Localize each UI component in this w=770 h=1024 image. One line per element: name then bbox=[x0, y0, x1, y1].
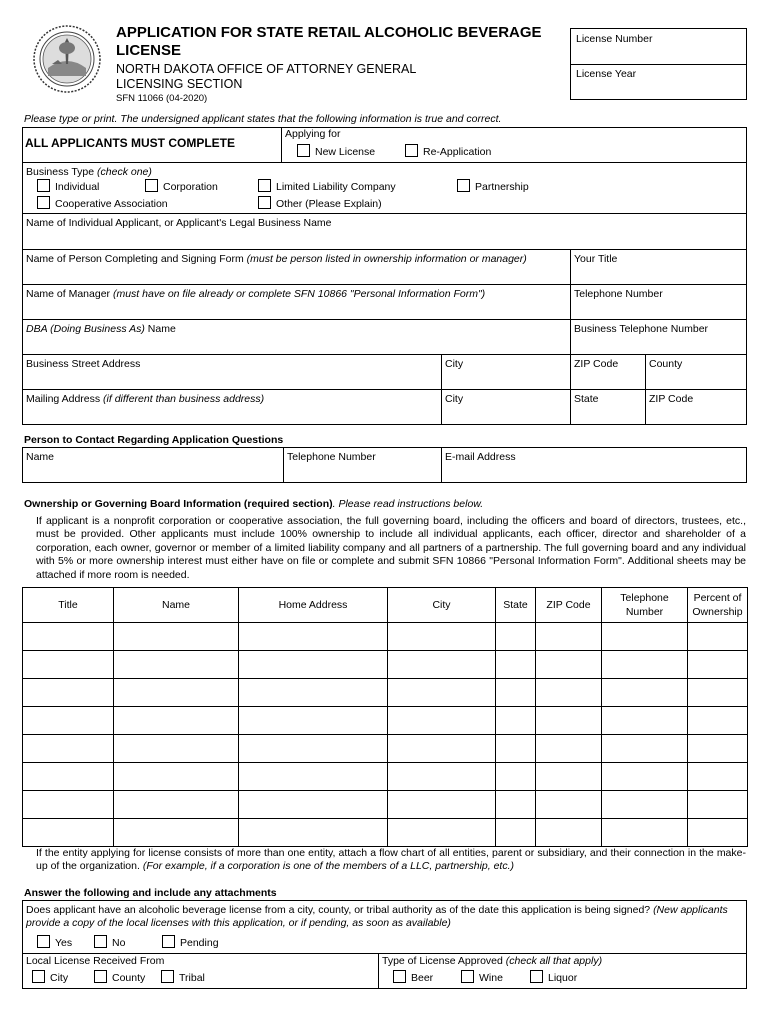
table-row bbox=[23, 679, 748, 707]
license-number-label: License Number bbox=[576, 33, 653, 45]
ownership-input-cell[interactable] bbox=[536, 763, 602, 791]
all-applicants-heading: ALL APPLICANTS MUST COMPLETE bbox=[25, 136, 235, 150]
field-label: Mailing Address bbox=[26, 393, 101, 405]
corporation-checkbox[interactable] bbox=[145, 179, 218, 193]
ownership-input-cell[interactable] bbox=[23, 791, 114, 819]
partnership-checkbox[interactable] bbox=[457, 179, 529, 193]
checkbox-square-icon bbox=[37, 935, 50, 948]
checkbox-label: Corporation bbox=[163, 181, 218, 193]
ownership-input-cell[interactable] bbox=[23, 623, 114, 651]
mailing-state-field[interactable] bbox=[570, 389, 646, 425]
ownership-input-cell[interactable] bbox=[388, 623, 496, 651]
contact-heading: Person to Contact Regarding Application Questions bbox=[24, 434, 284, 446]
license-year-field[interactable] bbox=[571, 65, 746, 99]
ownership-input-cell[interactable] bbox=[23, 819, 114, 847]
attachments-heading: Answer the following and include any attachments bbox=[24, 887, 277, 899]
ownership-heading: Ownership or Governing Board Information (required section) bbox=[24, 498, 333, 510]
checkbox-label: Limited Liability Company bbox=[276, 181, 396, 193]
ownership-input-cell[interactable] bbox=[688, 819, 748, 847]
ownership-input-cell[interactable] bbox=[496, 819, 536, 847]
col-name: Name bbox=[114, 588, 239, 623]
field-label: Telephone Number bbox=[287, 451, 376, 463]
ownership-input-cell[interactable] bbox=[239, 707, 388, 735]
ownership-input-cell[interactable] bbox=[23, 763, 114, 791]
table-row bbox=[23, 763, 748, 791]
ownership-input-cell[interactable] bbox=[496, 623, 536, 651]
llc-checkbox[interactable] bbox=[258, 179, 396, 193]
other-checkbox[interactable] bbox=[258, 196, 382, 210]
ownership-input-cell[interactable] bbox=[602, 819, 688, 847]
checkbox-label: Other (Please Explain) bbox=[276, 198, 382, 210]
ownership-input-cell[interactable] bbox=[114, 623, 239, 651]
checkbox-square-icon bbox=[94, 970, 107, 983]
field-hint: (if different than business address) bbox=[103, 393, 265, 405]
applying-for-label: Applying for bbox=[285, 128, 341, 140]
field-label: City bbox=[445, 393, 464, 405]
checkbox-label: Pending bbox=[180, 937, 219, 949]
ownership-input-cell[interactable] bbox=[388, 735, 496, 763]
ownership-input-cell[interactable] bbox=[114, 679, 239, 707]
business-type-label: Business Type bbox=[26, 166, 95, 178]
liquor-checkbox[interactable] bbox=[530, 970, 577, 984]
table-row bbox=[23, 819, 748, 847]
business-type-hint: (check one) bbox=[97, 166, 152, 178]
field-label: Telephone Number bbox=[574, 288, 663, 300]
form-title: APPLICATION FOR STATE RETAIL ALCOHOLIC BEVERAGE LICENSE bbox=[116, 24, 542, 59]
field-label: Type of License Approved bbox=[382, 955, 503, 967]
ownership-input-cell[interactable] bbox=[536, 791, 602, 819]
field-label: Name bbox=[26, 451, 55, 463]
checkbox-square-icon bbox=[37, 196, 50, 209]
ownership-input-cell[interactable] bbox=[496, 763, 536, 791]
checkbox-square-icon bbox=[405, 144, 418, 157]
ownership-input-cell[interactable] bbox=[536, 623, 602, 651]
col-home-address: Home Address bbox=[239, 588, 388, 623]
all-applicants-heading-cell bbox=[22, 127, 282, 163]
ownership-input-cell[interactable] bbox=[114, 651, 239, 679]
wine-checkbox[interactable] bbox=[461, 970, 503, 984]
tribal-checkbox[interactable] bbox=[161, 970, 205, 984]
question-text: Does applicant have an alcoholic beverage license from a city, county, or tribal authority as of the date this application is being signed? bbox=[26, 904, 651, 916]
ownership-input-cell[interactable] bbox=[388, 819, 496, 847]
ownership-input-cell[interactable] bbox=[602, 651, 688, 679]
ownership-heading-note: . Please read instructions below. bbox=[332, 498, 484, 510]
col-telephone-number: Telephone Number bbox=[602, 588, 688, 623]
checkbox-label: Liquor bbox=[548, 972, 578, 984]
checkbox-square-icon bbox=[393, 970, 406, 983]
checkbox-square-icon bbox=[37, 179, 50, 192]
ownership-input-cell[interactable] bbox=[688, 623, 748, 651]
ownership-input-cell[interactable] bbox=[114, 763, 239, 791]
checkbox-label: City bbox=[50, 972, 69, 984]
ownership-input-cell[interactable] bbox=[114, 735, 239, 763]
checkbox-label: Cooperative Association bbox=[55, 198, 168, 210]
ownership-input-cell[interactable] bbox=[688, 791, 748, 819]
business-telephone-field[interactable] bbox=[570, 319, 747, 355]
ownership-input-cell[interactable] bbox=[239, 791, 388, 819]
license-number-field[interactable] bbox=[571, 29, 746, 65]
field-label: ZIP Code bbox=[649, 393, 694, 405]
ownership-input-cell[interactable] bbox=[114, 819, 239, 847]
field-hint: DBA (Doing Business As) bbox=[26, 323, 145, 335]
checkbox-label: Beer bbox=[411, 972, 434, 984]
table-row bbox=[23, 735, 748, 763]
contact-name-field[interactable] bbox=[22, 447, 284, 483]
ownership-input-cell[interactable] bbox=[388, 651, 496, 679]
county-checkbox[interactable] bbox=[94, 970, 145, 984]
field-hint: (check all that apply) bbox=[505, 955, 603, 967]
ownership-input-cell[interactable] bbox=[239, 819, 388, 847]
checkbox-label: County bbox=[112, 972, 146, 984]
instructions-text: Please type or print. The undersigned applicant states that the following information is true and correct. bbox=[24, 113, 502, 125]
ownership-input-cell[interactable] bbox=[536, 651, 602, 679]
contact-email-field[interactable] bbox=[441, 447, 747, 483]
flow-note bbox=[36, 847, 746, 874]
ownership-input-cell[interactable] bbox=[239, 651, 388, 679]
checkbox-square-icon bbox=[162, 935, 175, 948]
ownership-input-cell[interactable] bbox=[23, 707, 114, 735]
col-state: State bbox=[496, 588, 536, 623]
ownership-input-cell[interactable] bbox=[688, 735, 748, 763]
city-checkbox[interactable] bbox=[32, 970, 68, 984]
col-city: City bbox=[388, 588, 496, 623]
mailing-zip-field[interactable] bbox=[645, 389, 747, 425]
col-percent-ownership: Percent of Ownership bbox=[688, 588, 748, 623]
local-license-question-cell bbox=[22, 900, 747, 954]
checkbox-square-icon bbox=[530, 970, 543, 983]
manager-name-field[interactable] bbox=[22, 284, 571, 320]
ownership-input-cell[interactable] bbox=[496, 651, 536, 679]
field-label: County bbox=[649, 358, 683, 370]
business-zip-field[interactable] bbox=[570, 354, 646, 390]
checkbox-label: Partnership bbox=[475, 181, 529, 193]
checkbox-label: Yes bbox=[55, 937, 73, 949]
checkbox-square-icon bbox=[258, 179, 271, 192]
ownership-input-cell[interactable] bbox=[114, 791, 239, 819]
re-application-checkbox[interactable] bbox=[405, 144, 491, 158]
ownership-input-cell[interactable] bbox=[536, 707, 602, 735]
flow-note-text: If the entity applying for license consists of more than one entity, attach a flow chart of all entities, parent or subsidiary, and their connection in the make-up of the organization. bbox=[36, 847, 746, 873]
ownership-input-cell[interactable] bbox=[239, 763, 388, 791]
ownership-input-cell[interactable] bbox=[602, 707, 688, 735]
license-year-label: License Year bbox=[576, 68, 637, 80]
checkbox-square-icon bbox=[145, 179, 158, 192]
ownership-input-cell[interactable] bbox=[602, 763, 688, 791]
ownership-input-cell[interactable] bbox=[496, 735, 536, 763]
ownership-input-cell[interactable] bbox=[23, 735, 114, 763]
ownership-input-cell[interactable] bbox=[388, 679, 496, 707]
ownership-input-cell[interactable] bbox=[388, 707, 496, 735]
beer-checkbox[interactable] bbox=[393, 970, 433, 984]
checkbox-label: Individual bbox=[55, 181, 100, 193]
new-license-checkbox[interactable] bbox=[297, 144, 375, 158]
table-row bbox=[23, 791, 748, 819]
checkbox-label: New License bbox=[315, 146, 376, 158]
checkbox-square-icon bbox=[297, 144, 310, 157]
ownership-input-cell[interactable] bbox=[239, 623, 388, 651]
field-label: Name of Person Completing and Signing Form bbox=[26, 253, 244, 265]
checkbox-label: Tribal bbox=[179, 972, 205, 984]
ownership-input-cell[interactable] bbox=[688, 763, 748, 791]
ownership-input-cell[interactable] bbox=[602, 623, 688, 651]
ownership-header-row bbox=[23, 588, 748, 623]
ownership-input-cell[interactable] bbox=[602, 791, 688, 819]
cooperative-checkbox[interactable] bbox=[37, 196, 168, 210]
field-label: Name of Individual Applicant, or Applicant's Legal Business Name bbox=[26, 217, 332, 229]
checkbox-square-icon bbox=[94, 935, 107, 948]
field-hint: (must have on file already or complete SFN 10866 "Personal Information Form") bbox=[112, 288, 486, 300]
mailing-city-field[interactable] bbox=[441, 389, 571, 425]
question-note: (New applicants provide a copy of the local licenses with this application, or if pending, as soon as available) bbox=[26, 904, 728, 929]
ownership-table bbox=[22, 587, 748, 847]
ownership-input-cell[interactable] bbox=[688, 651, 748, 679]
flow-note-example: (For example, if a corporation is one of the members of a LLC, partnership, etc.) bbox=[142, 860, 515, 873]
checkbox-square-icon bbox=[457, 179, 470, 192]
ownership-input-cell[interactable] bbox=[688, 707, 748, 735]
your-title-field[interactable] bbox=[570, 249, 747, 285]
license-office-box bbox=[570, 28, 747, 100]
ownership-input-cell[interactable] bbox=[536, 735, 602, 763]
yes-checkbox[interactable] bbox=[37, 935, 72, 949]
table-row bbox=[23, 623, 748, 651]
field-label: Name of Manager bbox=[26, 288, 111, 300]
signer-name-field[interactable] bbox=[22, 249, 571, 285]
field-label: E-mail Address bbox=[445, 451, 516, 463]
ownership-input-cell[interactable] bbox=[496, 791, 536, 819]
ownership-input-cell[interactable] bbox=[496, 679, 536, 707]
checkbox-square-icon bbox=[258, 196, 271, 209]
no-checkbox[interactable] bbox=[94, 935, 125, 949]
pending-checkbox[interactable] bbox=[162, 935, 219, 949]
field-label: Name bbox=[147, 323, 176, 335]
field-label: Business Street Address bbox=[26, 358, 141, 370]
checkbox-label: Re-Application bbox=[423, 146, 492, 158]
ownership-input-cell[interactable] bbox=[536, 819, 602, 847]
col-zip-code: ZIP Code bbox=[536, 588, 602, 623]
ownership-input-cell[interactable] bbox=[23, 679, 114, 707]
field-hint: (must be person listed in ownership information or manager) bbox=[246, 253, 527, 265]
field-label: ZIP Code bbox=[574, 358, 619, 370]
ownership-input-cell[interactable] bbox=[688, 679, 748, 707]
state-seal bbox=[32, 24, 102, 94]
contact-telephone-field[interactable] bbox=[283, 447, 442, 483]
table-row bbox=[23, 651, 748, 679]
ownership-input-cell[interactable] bbox=[239, 735, 388, 763]
ownership-heading-line bbox=[24, 498, 483, 510]
ownership-input-cell[interactable] bbox=[388, 791, 496, 819]
field-label: Business Telephone Number bbox=[574, 323, 709, 335]
section-name: LICENSING SECTION bbox=[116, 77, 243, 91]
business-street-field[interactable] bbox=[22, 354, 442, 390]
ownership-input-cell[interactable] bbox=[602, 735, 688, 763]
checkbox-label: No bbox=[112, 937, 126, 949]
individual-checkbox[interactable] bbox=[37, 179, 99, 193]
ownership-input-cell[interactable] bbox=[239, 679, 388, 707]
table-row bbox=[23, 707, 748, 735]
dba-name-field[interactable] bbox=[22, 319, 571, 355]
checkbox-square-icon bbox=[161, 970, 174, 983]
checkbox-square-icon bbox=[461, 970, 474, 983]
ownership-input-cell[interactable] bbox=[114, 707, 239, 735]
field-label: Your Title bbox=[574, 253, 618, 265]
field-label: Local License Received From bbox=[26, 955, 165, 967]
ownership-input-cell[interactable] bbox=[602, 679, 688, 707]
ownership-input-cell[interactable] bbox=[388, 763, 496, 791]
ownership-input-cell[interactable] bbox=[536, 679, 602, 707]
field-label: City bbox=[445, 358, 464, 370]
ownership-input-cell[interactable] bbox=[23, 651, 114, 679]
ownership-input-cell[interactable] bbox=[496, 707, 536, 735]
mailing-address-field[interactable] bbox=[22, 389, 442, 425]
business-city-field[interactable] bbox=[441, 354, 571, 390]
col-title: Title bbox=[23, 588, 114, 623]
applicant-name-field[interactable] bbox=[22, 213, 747, 250]
business-county-field[interactable] bbox=[645, 354, 747, 390]
checkbox-label: Wine bbox=[479, 972, 503, 984]
field-label: State bbox=[574, 393, 599, 405]
office-name: NORTH DAKOTA OFFICE OF ATTORNEY GENERAL bbox=[116, 62, 417, 76]
form-number: SFN 11066 (04-2020) bbox=[116, 93, 208, 104]
manager-telephone-field[interactable] bbox=[570, 284, 747, 320]
checkbox-square-icon bbox=[32, 970, 45, 983]
ownership-paragraph: If applicant is a nonprofit corporation or cooperative association, the full governing board, including the officers and board of directors, trustees, etc., must be provided. Other applicants must include 100% ownership to include all individual applicants, each officer, director and shareholder of a corporation, each owner, governor or member of a limited liability company and all partners of a partnership. The full governing board and any individual with 5% or more ownership interest must either have on file or complete and submit SFN 10866 "Personal Information Form". Additional sheets may be attached if more room is needed. bbox=[36, 515, 746, 581]
